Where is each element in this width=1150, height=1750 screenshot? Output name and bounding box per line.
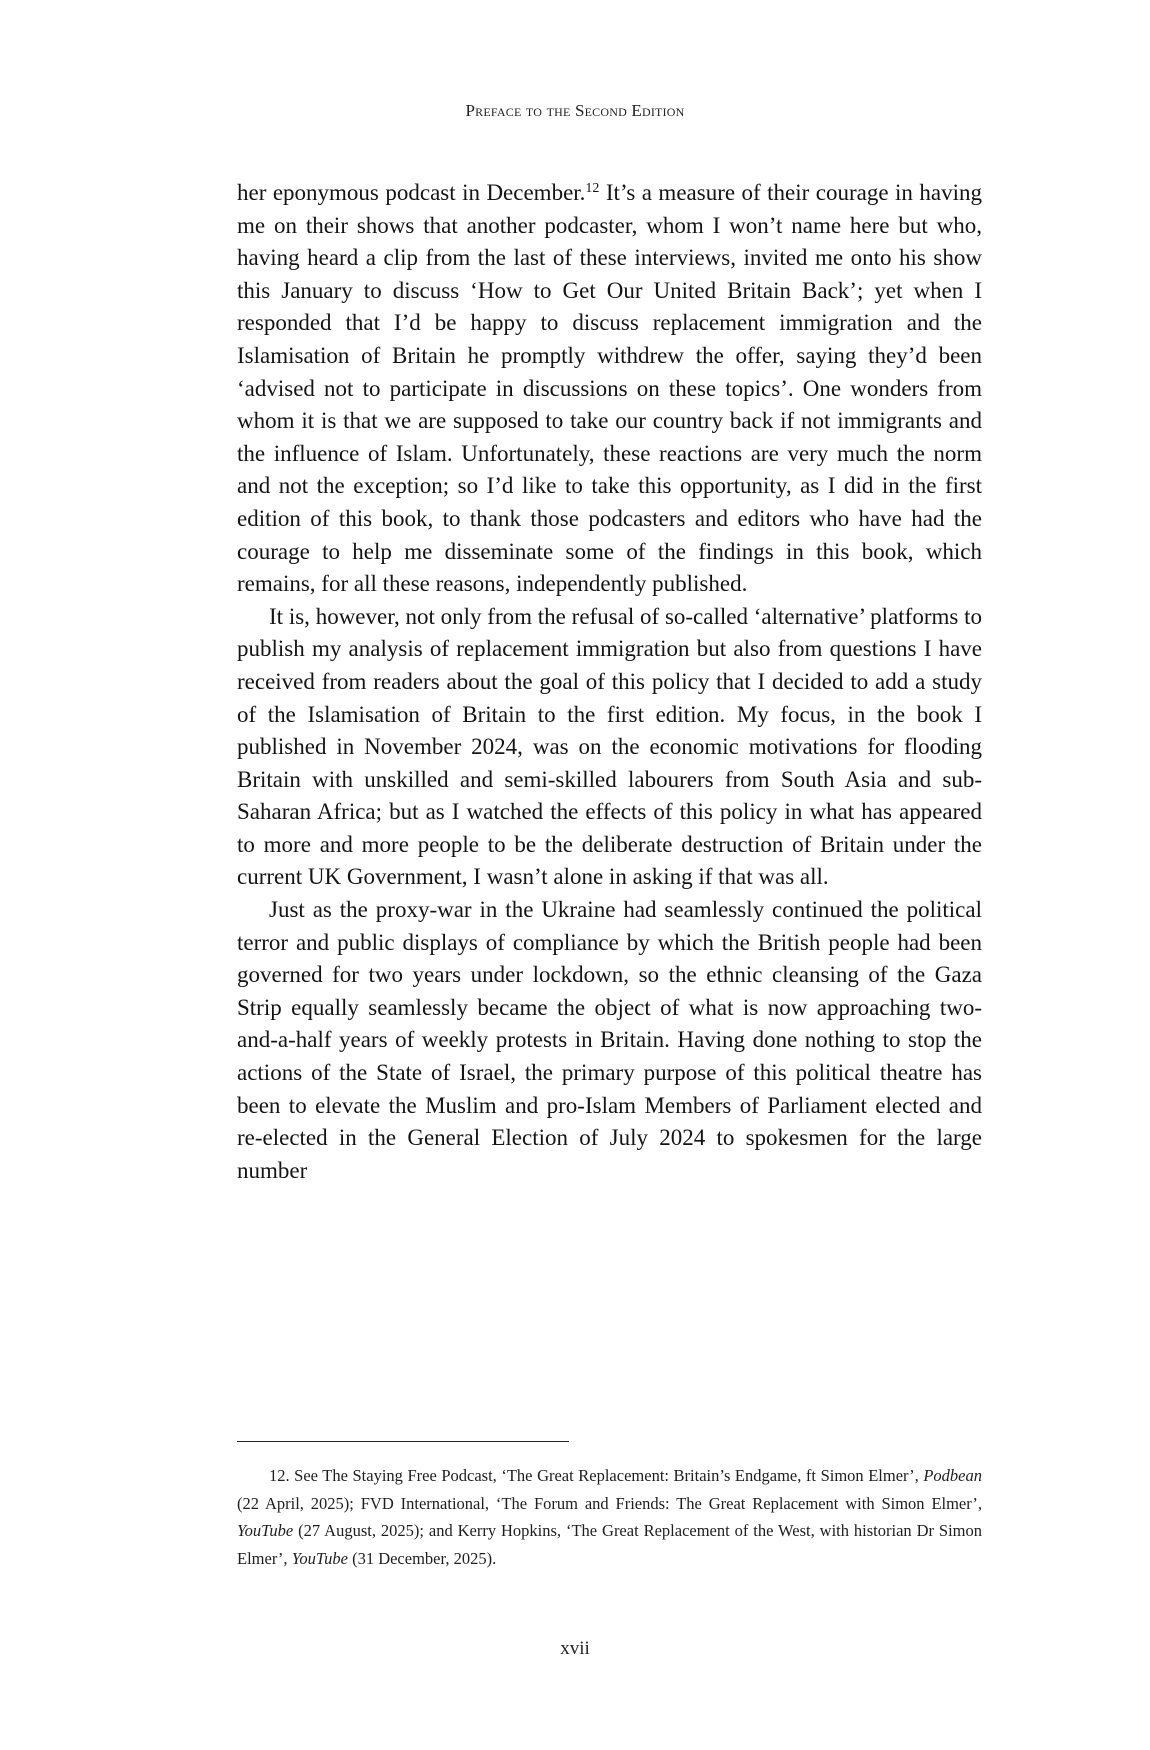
body-text: [237, 177, 982, 1187]
paragraph-1-lead: her eponymous podcast in December.: [237, 180, 586, 205]
page-number: xvii: [560, 1638, 590, 1659]
footnote-source-title: YouTube: [291, 1548, 348, 1568]
paragraph-1: [237, 177, 982, 601]
footnote-text: (22 April, 2025); FVD International, ‘The Forum and Friends: The Great Replacement with Simon Elmer’,: [237, 1493, 982, 1513]
paragraph-3: Just as the proxy-war in the Ukraine had seamlessly continued the political terror and public displays of compliance by which the British people had been governed for two years under lockdown, so the ethnic cleansing of the Gaza Strip equally seamlessly became the object of what is now approaching two-and-a-half years of weekly protests in Britain. Having done nothing to stop the actions of the State of Israel, the primary purpose of this political theatre has been to elevate the Muslim and pro-Islam Members of Parliament elected and re-elected in the General Election of July 2024 to spokesmen for the large number: [237, 897, 982, 1183]
paragraph-2: It is, however, not only from the refusal of so-called ‘alternative’ platforms to publish my analysis of replacement immigration but also from questions I have received from readers about the goal of this policy that I decided to add a study of the Islamisation of Britain to the first edition. My focus, in the book I published in November 2024, was on the economic motivations for flooding Britain with unskilled and semi-skilled labourers from South Asia and sub-Saharan Africa; but as I watched the effects of this policy in what has appeared to more and more people to be the deliberate destruction of Britain under the current UK Government, I wasn’t alone in asking if that was all.: [237, 603, 982, 890]
footnote-source-title: Podbean: [923, 1466, 982, 1485]
footnote-body: [237, 1466, 982, 1568]
footnotes: [237, 1462, 982, 1572]
running-head: Preface to the Second Edition: [465, 101, 685, 120]
footnote-reference-12[interactable]: 12: [585, 181, 600, 196]
footnote-source-title: YouTube: [237, 1521, 294, 1540]
footnote-12: [237, 1462, 982, 1572]
footnote-number: 12.: [269, 1466, 290, 1485]
footnote-text: (31 December, 2025).: [347, 1548, 497, 1568]
footnote-separator: [237, 1441, 569, 1442]
footnote-text: See The Staying Free Podcast, ‘The Great Replacement: Britain’s Endgame, ft Simon Elmer’,: [289, 1466, 924, 1485]
footnote-text: (27 August, 2025); and Kerry Hopkins, ‘The Great Replacement of the West, with historian Dr Simon Elmer’,: [237, 1521, 982, 1568]
paragraph-1-rest: It’s a measure of their courage in having me on their shows that another podcaster, whom I won’t name here but who, having heard a clip from the last of these interviews, invited me onto his show this January to discuss ‘How to Get Our United Britain Back’; yet when I responded that I’d be happy to discuss replacement immigration and the Islamisation of Britain he promptly withdrew the offer, saying they’d been ‘advised not to participate in discussions on these topics’. One wonders from whom it is that we are supposed to take our country back if not immigrants and the influence of Islam. Unfortunately, these reactions are very much the norm and not the exception; so I’d like to take this opportunity, as I did in the first edition of this book, to thank those podcasters and editors who have had the courage to help me disseminate some of the findings in this book, which remains, for all these reasons, independently published.: [237, 180, 982, 597]
